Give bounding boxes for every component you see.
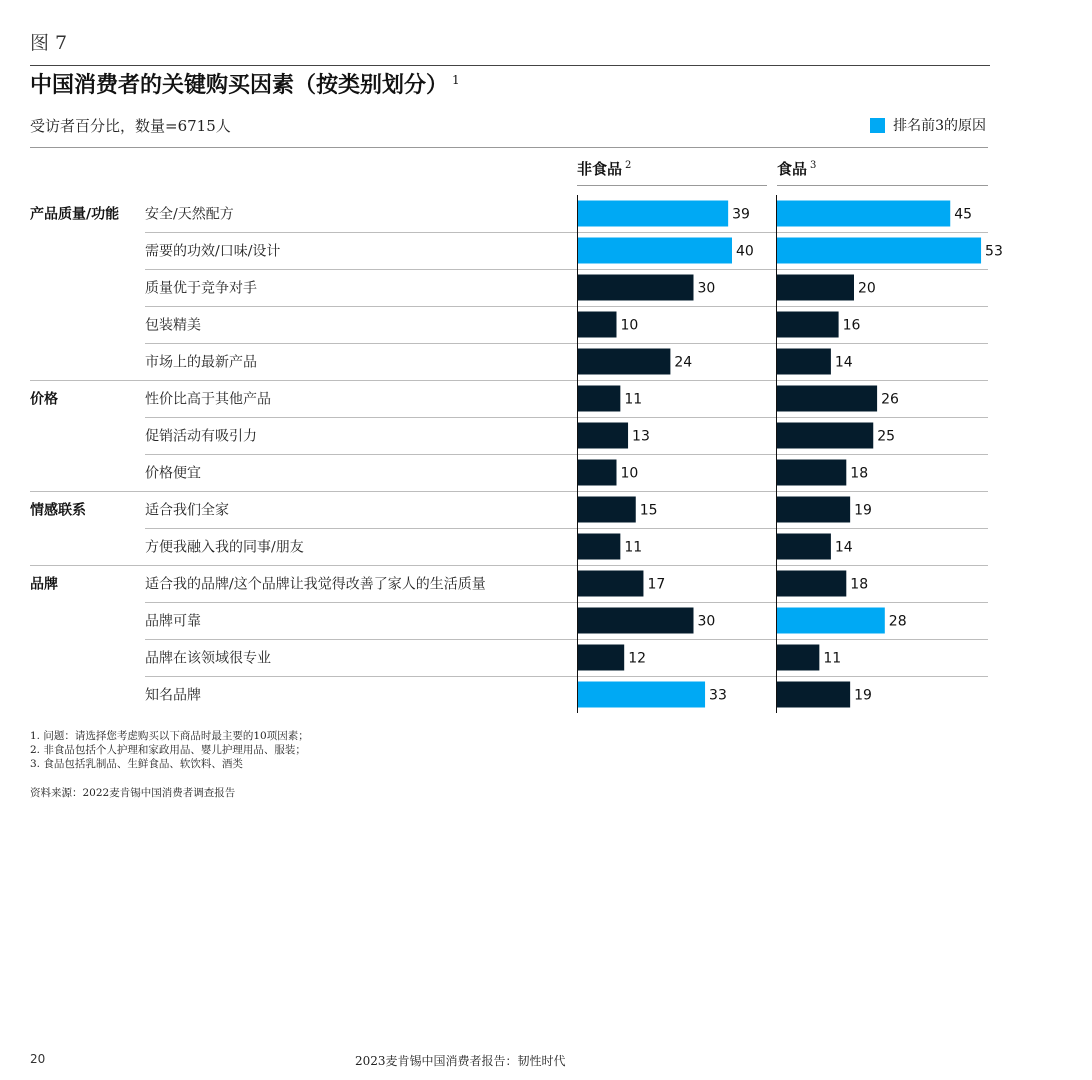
food-value-label: 19 [854, 687, 872, 704]
nonfood-value-label: 11 [624, 391, 643, 408]
food-bar [777, 571, 846, 597]
food-bar [777, 201, 950, 227]
chart-title-note: 1 [452, 72, 460, 87]
food-bar [777, 497, 850, 523]
category-label: 适合我的品牌/这个品牌让我觉得改善了家人的生活质量 [145, 576, 486, 593]
chart-title-text: 中国消费者的关键购买因素（按类别划分） [30, 72, 449, 98]
group-label: 情感联系 [30, 502, 86, 519]
food-bar [777, 423, 873, 449]
nonfood-bar [578, 312, 617, 338]
nonfood-value-label: 11 [624, 539, 643, 556]
food-value-label: 14 [834, 539, 853, 556]
footnote-1: 1. 问题：请选择您考虑购买以下商品时最主要的10项因素； [30, 730, 309, 742]
food-value-label: 14 [834, 354, 853, 371]
nonfood-value-label: 30 [697, 613, 716, 630]
category-label: 安全/天然配方 [145, 206, 234, 223]
column-header-nonfood-note: 2 [625, 160, 632, 171]
food-value-label: 18 [850, 576, 869, 593]
food-bar [777, 534, 831, 560]
food-bar [777, 238, 981, 264]
category-label: 市场上的最新产品 [145, 354, 257, 371]
category-label: 知名品牌 [145, 687, 201, 704]
nonfood-bar [578, 386, 620, 412]
nonfood-bar [578, 534, 620, 560]
page-number: 20 [30, 1052, 46, 1066]
category-label: 品牌在该领域很专业 [145, 650, 271, 667]
nonfood-bar [578, 608, 694, 634]
group-label: 产品质量/功能 [30, 206, 120, 223]
nonfood-value-label: 12 [628, 650, 647, 667]
food-bar [777, 386, 877, 412]
category-label: 价格便宜 [145, 465, 201, 482]
category-label: 促销活动有吸引力 [145, 428, 257, 445]
food-value-label: 18 [850, 465, 869, 482]
nonfood-bar [578, 497, 636, 523]
group-label: 品牌 [30, 576, 58, 593]
figure-label: 图 7 [30, 32, 68, 54]
footer-title: 2023麦肯锡中国消费者报告：韧性时代 [355, 1054, 566, 1068]
nonfood-bar [578, 238, 732, 264]
food-value-label: 28 [888, 613, 907, 630]
legend-label: 排名前3的原因 [893, 118, 986, 134]
nonfood-bar [578, 201, 728, 227]
nonfood-bar [578, 682, 705, 708]
nonfood-bar [578, 275, 694, 301]
category-label: 品牌可靠 [145, 613, 201, 630]
nonfood-value-label: 24 [674, 354, 693, 371]
food-value-label: 16 [842, 317, 861, 334]
food-bar [777, 460, 846, 486]
nonfood-value-label: 40 [736, 243, 754, 260]
nonfood-bar [578, 571, 643, 597]
category-label: 适合我们全家 [145, 502, 229, 519]
food-value-label: 11 [823, 650, 842, 667]
food-value-label: 26 [881, 391, 899, 408]
category-label: 方便我融入我的同事/朋友 [145, 539, 304, 556]
food-bar [777, 645, 819, 671]
category-label: 质量优于竞争对手 [145, 280, 257, 297]
nonfood-value-label: 10 [620, 317, 639, 334]
nonfood-value-label: 13 [632, 428, 650, 445]
nonfood-bar [578, 349, 670, 375]
footnote-2: 2. 非食品包括个人护理和家政用品、婴儿护理用品、服装； [30, 744, 306, 756]
food-value-label: 20 [858, 280, 876, 297]
food-value-label: 19 [854, 502, 872, 519]
column-header-food-note: 3 [810, 160, 817, 171]
nonfood-value-label: 30 [697, 280, 716, 297]
nonfood-value-label: 10 [620, 465, 639, 482]
food-bar [777, 312, 839, 338]
food-value-label: 53 [985, 243, 1003, 260]
food-bar [777, 349, 831, 375]
column-header-food-label: 食品 [777, 160, 808, 178]
chart-subtitle: 受访者百分比，数量=6715人 [30, 117, 231, 135]
category-label: 需要的功效/口味/设计 [145, 243, 281, 260]
nonfood-value-label: 17 [647, 576, 666, 593]
footnote-3: 3. 食品包括乳制品、生鲜食品、软饮料、酒类 [30, 758, 243, 770]
food-bar [777, 608, 885, 634]
nonfood-value-label: 15 [639, 502, 658, 519]
source-note: 资料来源：2022麦肯锡中国消费者调查报告 [30, 787, 236, 799]
nonfood-value-label: 33 [709, 687, 727, 704]
nonfood-bar [578, 645, 624, 671]
nonfood-value-label: 39 [732, 206, 750, 223]
food-bar [777, 275, 854, 301]
group-label: 价格 [30, 391, 58, 408]
food-value-label: 45 [954, 206, 973, 223]
column-header-nonfood-label: 非食品 [577, 160, 623, 178]
category-label: 性价比高于其他产品 [145, 391, 271, 408]
food-bar [777, 682, 850, 708]
nonfood-bar [578, 423, 628, 449]
category-label: 包装精美 [145, 317, 201, 334]
food-value-label: 25 [877, 428, 896, 445]
nonfood-bar [578, 460, 617, 486]
